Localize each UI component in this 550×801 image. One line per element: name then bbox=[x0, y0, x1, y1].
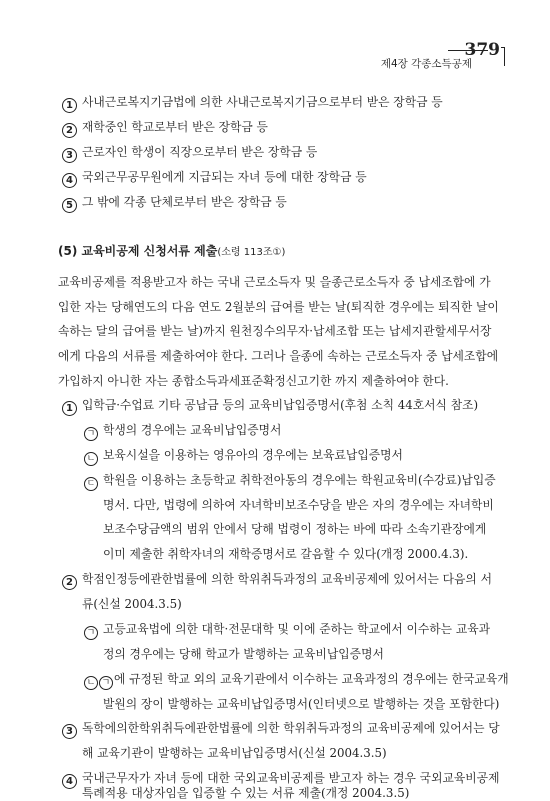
list-item-text: 학점인정등에관한법률에 의한 학위취득과정의 교육비공제에 있어서는 다음의 서 bbox=[82, 572, 492, 586]
circled-number: 5 bbox=[62, 198, 77, 213]
circled-number: 3 bbox=[62, 148, 77, 163]
list-item-text: 그 밖에 각종 단체로부터 받은 장학금 등 bbox=[82, 195, 287, 209]
section-title-text: (5) 교육비공제 신청서류 제출 bbox=[58, 244, 218, 258]
circled-number: 2 bbox=[62, 575, 77, 590]
sub-item bbox=[84, 446, 403, 466]
page-header bbox=[0, 0, 550, 70]
header-bracket bbox=[501, 47, 505, 66]
sub-item bbox=[84, 471, 496, 491]
sub-item-continuation: 보조수당금액의 범위 안에서 당해 법령이 정하는 바에 따라 소속기관장에게 bbox=[103, 522, 487, 536]
paragraph-line: 교육비공제를 적용받고자 하는 국내 근로소득자 및 을종근로소득자 중 납세조합에 가 bbox=[58, 275, 491, 289]
sub-item bbox=[84, 670, 509, 690]
circled-letter: ㄱ bbox=[99, 676, 113, 690]
circled-number: 1 bbox=[62, 401, 77, 416]
list-item bbox=[62, 143, 317, 163]
paragraph-line: 속하는 달의 급여를 받는 날)까지 원천징수의무자·납세조합 또는 납세지관할세무서장 bbox=[58, 324, 492, 338]
list-item bbox=[62, 118, 268, 138]
list-item bbox=[62, 193, 287, 213]
circled-number: 3 bbox=[62, 724, 77, 739]
sub-item-text: 학생의 경우에는 교육비납입증명서 bbox=[103, 423, 282, 437]
list-item bbox=[62, 93, 443, 113]
list-item-continuation: 류(신설 2004.3.5) bbox=[82, 597, 182, 611]
list-item-text: 재학중인 학교로부터 받은 장학금 등 bbox=[82, 120, 268, 134]
list-item-continuation: 특례적용 대상자임을 입증할 수 있는 서류 제출(개정 2004.3.5) bbox=[82, 786, 410, 800]
sub-item-continuation: 정의 경우에는 당해 학교가 발행하는 교육비납입증명서 bbox=[103, 647, 384, 661]
list-item bbox=[62, 570, 492, 590]
circled-letter: ㄱ bbox=[84, 427, 98, 441]
sub-item bbox=[84, 421, 281, 441]
sub-item-continuation: 발원의 장이 발행하는 교육비납입증명서(인터넷으로 발행하는 것을 포함한다) bbox=[103, 697, 500, 711]
chapter-title: 제4장 각종소득공제 bbox=[380, 58, 472, 70]
paragraph-line: 에게 다음의 서류를 제출하여야 한다. 그러나 을종에 속하는 근로소득자 중 납세조합에 bbox=[58, 349, 499, 363]
list-item bbox=[62, 396, 478, 416]
paragraph-line: 입한 자는 당해연도의 다음 연도 2월분의 급여를 받는 날(퇴직한 경우에는 퇴직한 날이 bbox=[58, 300, 499, 314]
circled-letter: ㄴ bbox=[84, 452, 98, 466]
circled-letter: ㄴ bbox=[84, 676, 98, 690]
list-item-text: 국내근무자가 자녀 등에 대한 국외교육비공제를 받고자 하는 경우 국외교육비공제 bbox=[82, 771, 500, 785]
list-item-text: 사내근로복지기금법에 의한 사내근로복지기금으로부터 받은 장학금 등 bbox=[82, 95, 443, 109]
circled-number: 1 bbox=[62, 98, 77, 113]
sub-item-text: 에 규정된 학교 외의 교육기관에서 이수하는 교육과정의 경우에는 한국교육개 bbox=[114, 672, 509, 686]
section-title bbox=[58, 242, 285, 259]
list-item-text: 입학금·수업료 기타 공납금 등의 교육비납입증명서(후첨 소칙 44호서식 참조) bbox=[82, 398, 479, 412]
sub-item-continuation: 이미 제출한 취학자녀의 재학증명서로 갈음할 수 있다(개정 2000.4.3). bbox=[103, 547, 469, 561]
sub-item-text: 고등교육법에 의한 대학·전문대학 및 이에 준하는 학교에서 이수하는 교육과 bbox=[103, 622, 491, 636]
page-number: 379 bbox=[464, 40, 500, 60]
list-item-text: 독학에의한학위취득에관한법률에 의한 학위취득과정의 교육비공제에 있어서는 당 bbox=[82, 721, 500, 735]
circled-number: 4 bbox=[62, 774, 77, 789]
list-item bbox=[62, 719, 500, 739]
circled-letter: ㄷ bbox=[84, 477, 98, 491]
sub-item-text: 보육시설을 이용하는 영유아의 경우에는 보육료납입증명서 bbox=[103, 448, 403, 462]
list-item-text: 국외근무공무원에게 지급되는 자녀 등에 대한 장학금 등 bbox=[82, 170, 367, 184]
circled-number: 4 bbox=[62, 173, 77, 188]
list-item-continuation: 해 교육기관이 발행하는 교육비납입증명서(신설 2004.3.5) bbox=[82, 746, 387, 760]
list-item bbox=[62, 168, 367, 188]
list-item-text: 근로자인 학생이 직장으로부터 받은 장학금 등 bbox=[82, 145, 318, 159]
circled-number: 2 bbox=[62, 123, 77, 138]
sub-item-continuation: 명서. 다만, 법령에 의하여 자녀학비보조수당을 받은 자의 경우에는 자녀학비 bbox=[103, 498, 494, 512]
sub-item bbox=[84, 620, 490, 640]
circled-letter: ㄱ bbox=[84, 626, 98, 640]
sub-item-text: 학원을 이용하는 초등학교 취학전아동의 경우에는 학원교육비(수강료)납입증 bbox=[103, 473, 496, 487]
paragraph-line: 가입하지 아니한 자는 종합소득과세표준확정신고기한 까지 제출하여야 한다. bbox=[58, 374, 449, 388]
section-reference: (소령 113조①) bbox=[217, 247, 286, 258]
